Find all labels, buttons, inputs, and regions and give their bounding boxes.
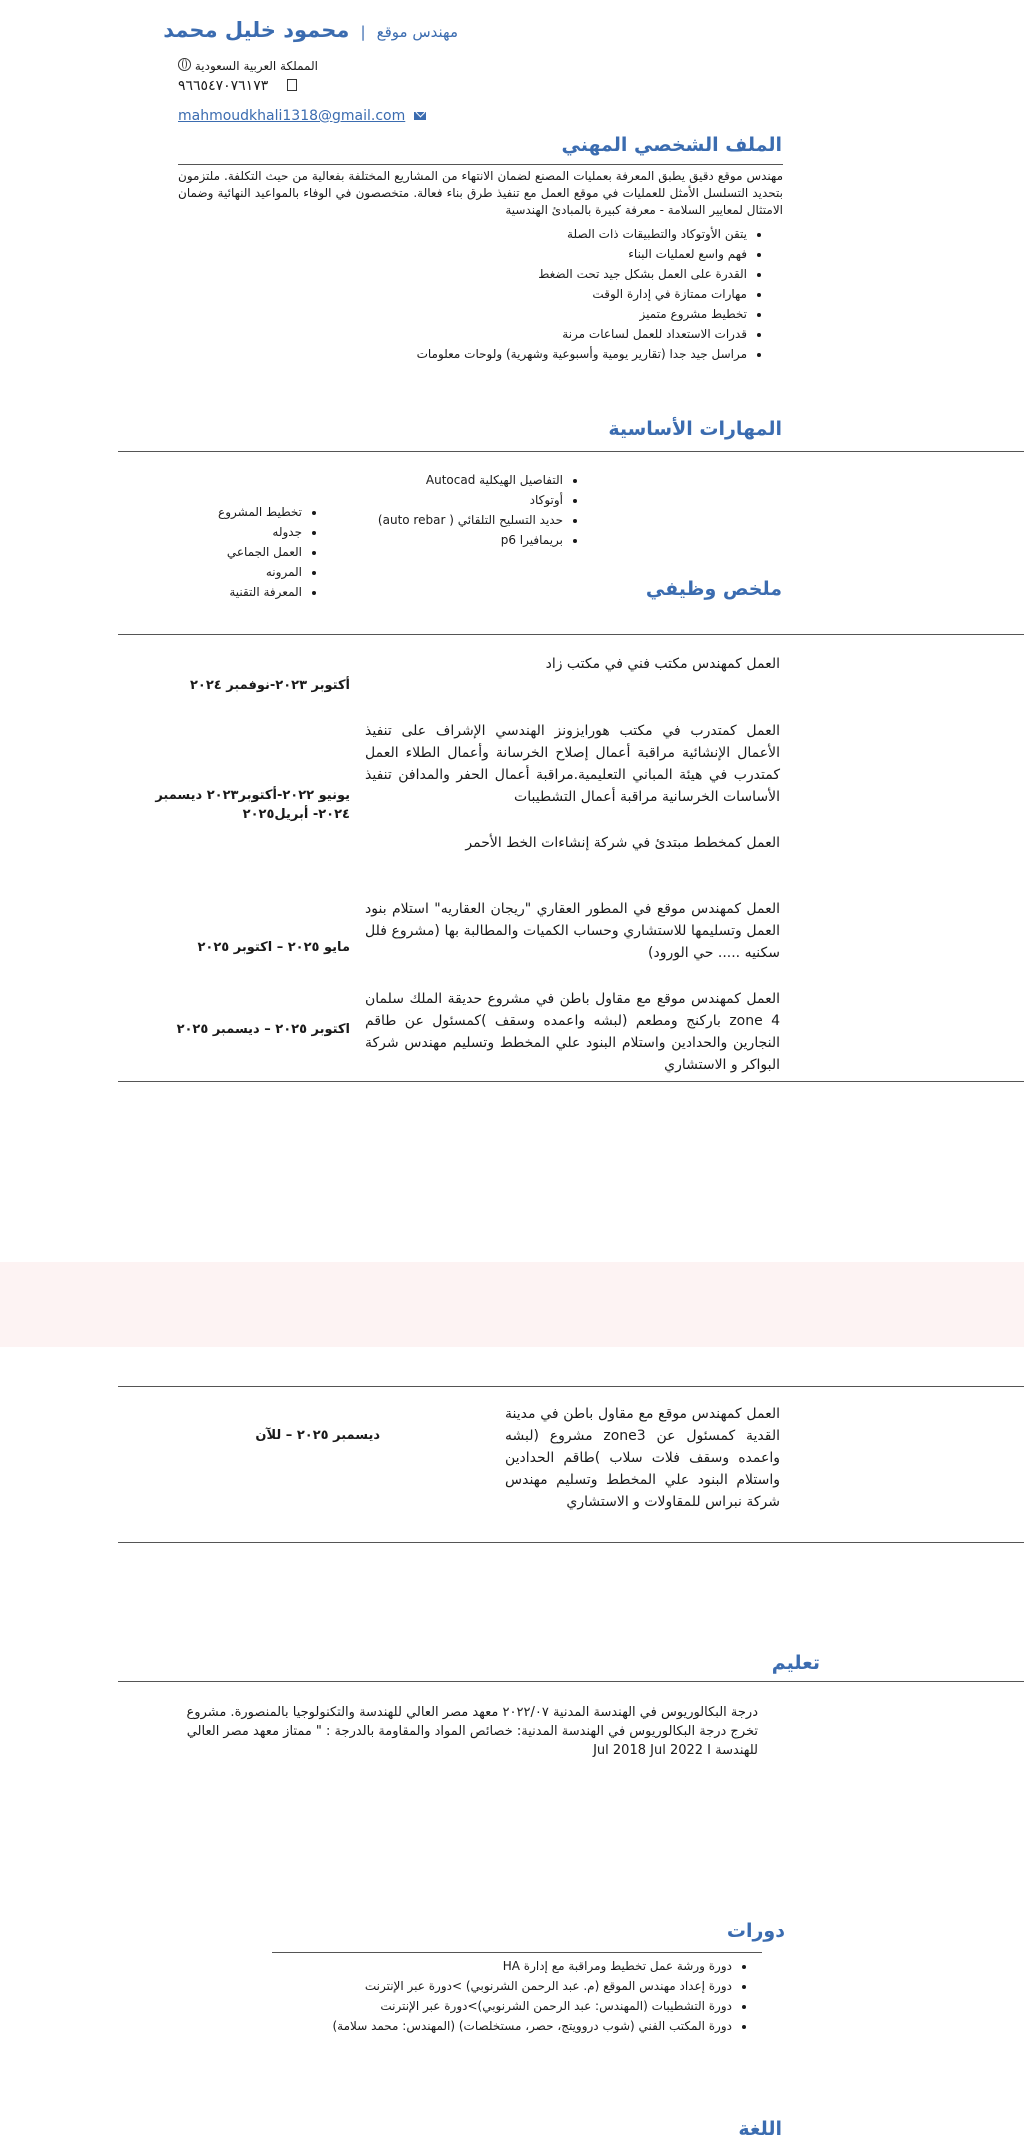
course-item: • دورة ورشة عمل تخطيط ومراقبة مع إدارة HA	[240, 1956, 732, 1976]
job-entry-6: العمل كمهندس موقع مع مقاول باطن في مدينة القدية كمسئول عن zone3 مشروع (لبشه واعمده وسقف فلات سلاب )طاقم الحدادين واستلام البنود علي المخطط وتسليم مهندس شركة نبراس للمقاولات و الاستشاري	[505, 1406, 780, 1510]
header	[163, 18, 458, 50]
skill-tool-item: • بريمافيرا p6	[375, 530, 563, 550]
phone-icon	[287, 79, 297, 91]
experience-title: ملخص وظيفي	[645, 578, 782, 600]
job-date-1: أكتوبر ٢٠٢٣-نوفمبر ٢٠٢٤	[189, 678, 350, 693]
skills-col-soft	[190, 502, 320, 602]
skill-tool-item: • حديد التسليح التلقائي ( auto rebar)	[375, 510, 563, 530]
job-date-4: مايو ٢٠٢٥ – اكتوبر ٢٠٢٥	[197, 940, 350, 955]
profile-bullet-item: • تخطيط مشروع متميز	[380, 304, 747, 324]
profile-title: الملف الشخصي المهني	[561, 134, 782, 156]
page2-bottom-divider	[118, 1542, 1024, 1543]
job-date-5: اكتوبر ٢٠٢٥ – ديسمبر ٢٠٢٥	[176, 1022, 350, 1037]
job-entry-2: العمل كمتدرب في مكتب هورايزونز الهندسي الإشراف على تنفيذ الأعمال الإنشائية مراقبة أعمال إصلاح الخرسانة وأعمال الطلاء العمل كمتدرب في هيئة المباني التعليمية.مراقبة أعمال الحفر والمدافن تنفيذ الأساسات الخرسانية مراقبة أعمال التشطيبات	[365, 723, 780, 805]
courses-list	[240, 1956, 760, 2036]
course-item: • دورة التشطيبات (المهندس: عبد الرحمن الشرنوبي)>دورة عبر الإنترنت	[240, 1996, 732, 2016]
job-entry-4: العمل كمهندس موقع في المطور العقاري "ريجان العقاريه" استلام بنود العمل وتسليمها للاستشاري وحساب الكميات والمطالبة بها (مشروع فلل سكنيه ..... حي الورود)	[365, 901, 780, 961]
experience-divider	[118, 634, 1024, 635]
skill-tool-item: • التفاصيل الهيكلية Autocad	[375, 470, 563, 490]
profile-bullet-item: • مهارات ممتازة في إدارة الوقت	[380, 284, 747, 304]
profile-divider	[178, 164, 783, 165]
course-item: • دورة المكتب الفني (شوب دروويتج، حصر، مستخلصات) (المهندس: محمد سلامة)	[240, 2016, 732, 2036]
skills-col-tools	[375, 470, 585, 550]
job-entry-3: العمل كمخطط مبتدئ في شركة إنشاءات الخط الأحمر	[465, 835, 780, 851]
job-date-2: يونيو ٢٠٢٢-أكتوبر٢٠٢٣ ديسمبر ٢٠٢٤- أبريل٢٠٢٥	[155, 788, 350, 822]
location-line	[178, 58, 378, 73]
profile-bullet-item: • القدرة على العمل بشكل جيد تحت الضغط	[380, 264, 747, 284]
skill-tool-item: • أوتوكاد	[375, 490, 563, 510]
location-text: المملكة العربية السعودية	[194, 59, 318, 73]
skill-soft-item: • المعرفة التقنية	[190, 582, 302, 602]
job-title: مهندس موقع	[376, 23, 458, 41]
job-date-6: ديسمبر ٢٠٢٥ – للآن	[255, 1428, 380, 1443]
person-name: محمود خليل محمد	[163, 18, 350, 42]
profile-bullet-item: • مراسل جيد جدا (تقارير يومية وأسبوعية وشهرية) ولوحات معلومات	[380, 344, 747, 364]
education-title: تعليم	[771, 1652, 820, 1674]
phone-text[interactable]: ٩٦٦٥٤٧٠٧٦١٧٣	[178, 78, 269, 94]
name-separator: |	[360, 23, 366, 41]
course-item: • دورة إعداد مهندس الموقع (م. عبد الرحمن الشرنوبي) >دورة عبر الإنترنت	[240, 1976, 732, 1996]
profile-bullet-item: • قدرات الاستعداد للعمل لساعات مرنة	[380, 324, 747, 344]
envelope-icon	[414, 112, 426, 120]
profile-bullets	[380, 224, 765, 364]
skill-soft-item: • المرونه	[190, 562, 302, 582]
job-entry-1: العمل كمهندس مكتب فني في مكتب زاد	[545, 656, 780, 672]
email-link[interactable]: mahmoudkhali1318@gmail.com	[178, 108, 406, 124]
page-break	[0, 1262, 1024, 1347]
job-entry-5: العمل كمهندس موقع مع مقاول باطن في مشروع حديقة الملك سلمان zone 4 باركنج ومطعم (لبشه واعمده وسقف )كمسئول عن طاقم النجارين والحدادين واستلام البنود علي المخطط وتسليم مهندس شركة البواكر و الاستشاري	[365, 991, 781, 1073]
skill-soft-item: • جدوله	[190, 522, 302, 542]
skills-divider	[118, 451, 1024, 452]
courses-title: دورات	[726, 1920, 785, 1942]
email-line	[178, 108, 458, 124]
language-title: اللغة	[738, 2118, 782, 2140]
skills-title: المهارات الأساسية	[608, 418, 782, 440]
experience-end-divider	[118, 1081, 1024, 1082]
skill-soft-item: • العمل الجماعي	[190, 542, 302, 562]
phone-line	[178, 78, 378, 94]
education-divider	[118, 1681, 1024, 1682]
profile-summary: مهندس موقع دقيق يطبق المعرفة بعمليات المصنع لضمان الانتهاء من المشاريع المختلفة بفعالية من حيث التكلفة. ملتزمون بتحديد التسلسل الأمثل للعمليات في موقع العمل مع تنفيذ طرق بناء فعالة. متخصصون في الوفاء بالمواعيد النهائية وضمان الامتثال لمعايير السلامة - معرفة كبيرة بالمبادئ الهندسية	[178, 169, 783, 217]
globe-icon	[178, 58, 191, 71]
courses-divider	[272, 1952, 762, 1953]
education-text: درجة البكالوريوس في الهندسة المدنية ٢٠٢٢/٠٧ معهد مصر العالي للهندسة والتكنولوجيا بالمنصورة. مشروع تخرج درجة البكالوريوس في الهندسة المدنية: خصائص المواد والمقاومة بالدرجة : " ممتاز معهد مصر العالي للهندسة Jul 2018 Jul 2022 I	[186, 1705, 758, 1758]
profile-bullet-item: • فهم واسع لعمليات البناء	[380, 244, 747, 264]
page2-top-divider	[118, 1386, 1024, 1387]
skill-soft-item: • تخطيط المشروع	[190, 502, 302, 522]
profile-bullet-item: • يتقن الأوتوكاد والتطبيقات ذات الصلة	[380, 224, 747, 244]
